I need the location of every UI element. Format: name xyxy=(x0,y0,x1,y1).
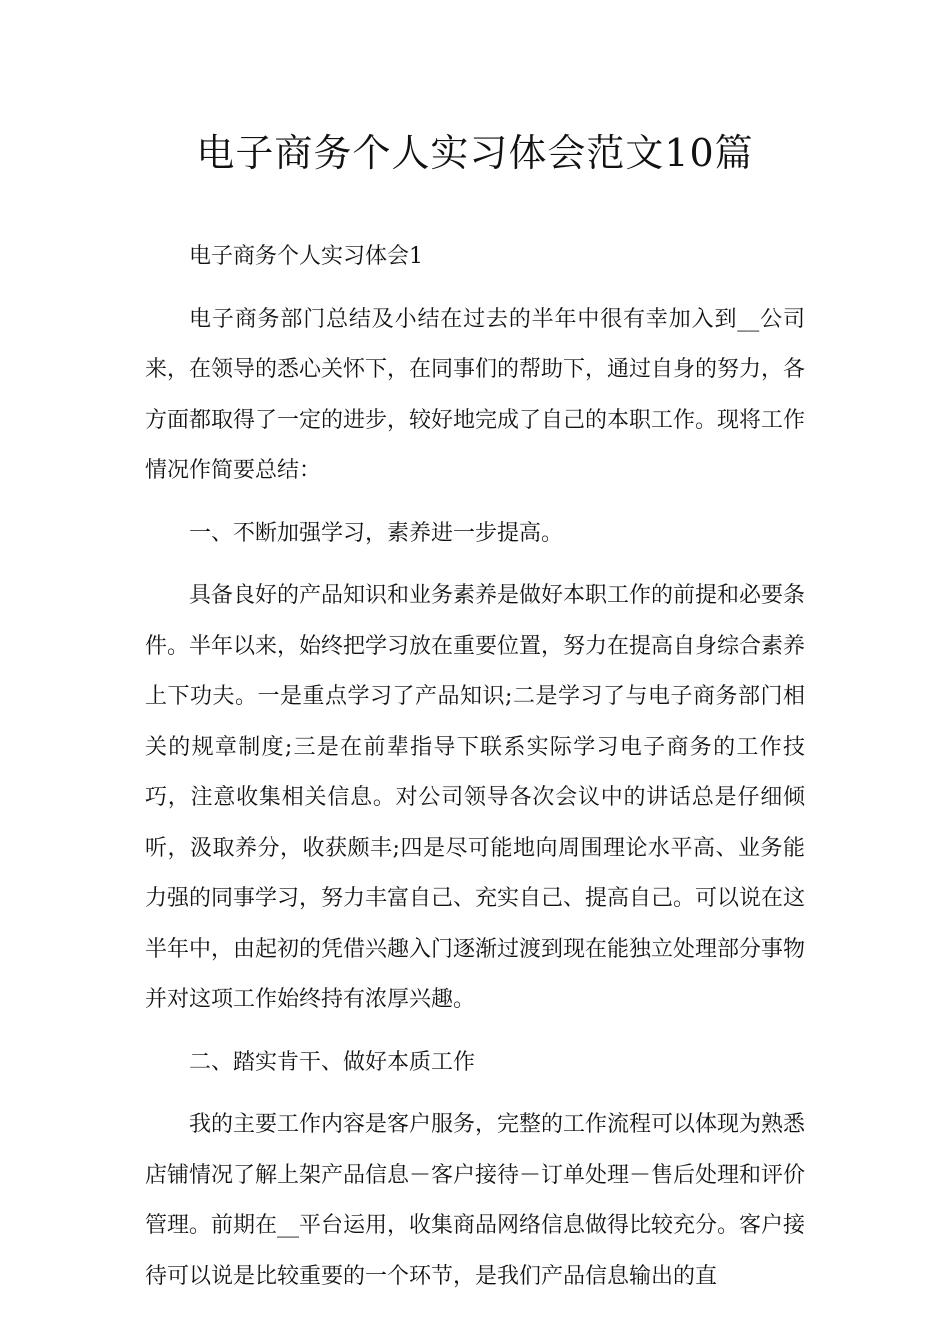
paragraph: 我的主要工作内容是客户服务，完整的工作流程可以体现为熟悉店铺情况了解上架产品信息－客户接待－订单处理－售后处理和评价管理。前期在__平台运用，收集商品网络信息做得比较充分。客户接待可以说是比较重要的一个环节，是我们产品信息输出的直 xyxy=(145,1112,806,1289)
paragraph: 具备良好的产品知识和业务素养是做好本职工作的前提和必要条件。半年以来，始终把学习放在重要位置，努力在提高自身综合素养上下功夫。一是重点学习了产品知识;二是学习了与电子商务部门相关的规章制度;三是在前辈指导下联系实际学习电子商务的工作技巧，注意收集相关信息。对公司领导各次会议中的讲话总是仔细倾听，汲取养分，收获颇丰;四是尽可能地向周围理论水平高、业务能力强的同事学习，努力丰富自己、充实自己、提高自己。可以说在这半年中，由起初的凭借兴趣入门逐渐过渡到现在能独立处理部分事物并对这项工作始终持有浓厚兴趣。 xyxy=(145,583,806,1012)
section-heading: 一、不断加强学习，素养进一步提高。 xyxy=(189,520,564,546)
paragraph: 电子商务部门总结及小结在过去的半年中很有幸加入到__公司来，在领导的悉心关怀下，在同事们的帮助下，通过自身的努力，各方面都取得了一定的进步，较好地完成了自己的本职工作。现将工作情况作简要总结： xyxy=(145,306,806,483)
section-heading: 二、踏实肯干、做好本质工作 xyxy=(189,1049,476,1075)
document-title: 电子商务个人实习体会范文10篇 xyxy=(196,131,754,175)
section-heading: 电子商务个人实习体会1 xyxy=(189,244,423,269)
document-body xyxy=(145,232,805,1302)
